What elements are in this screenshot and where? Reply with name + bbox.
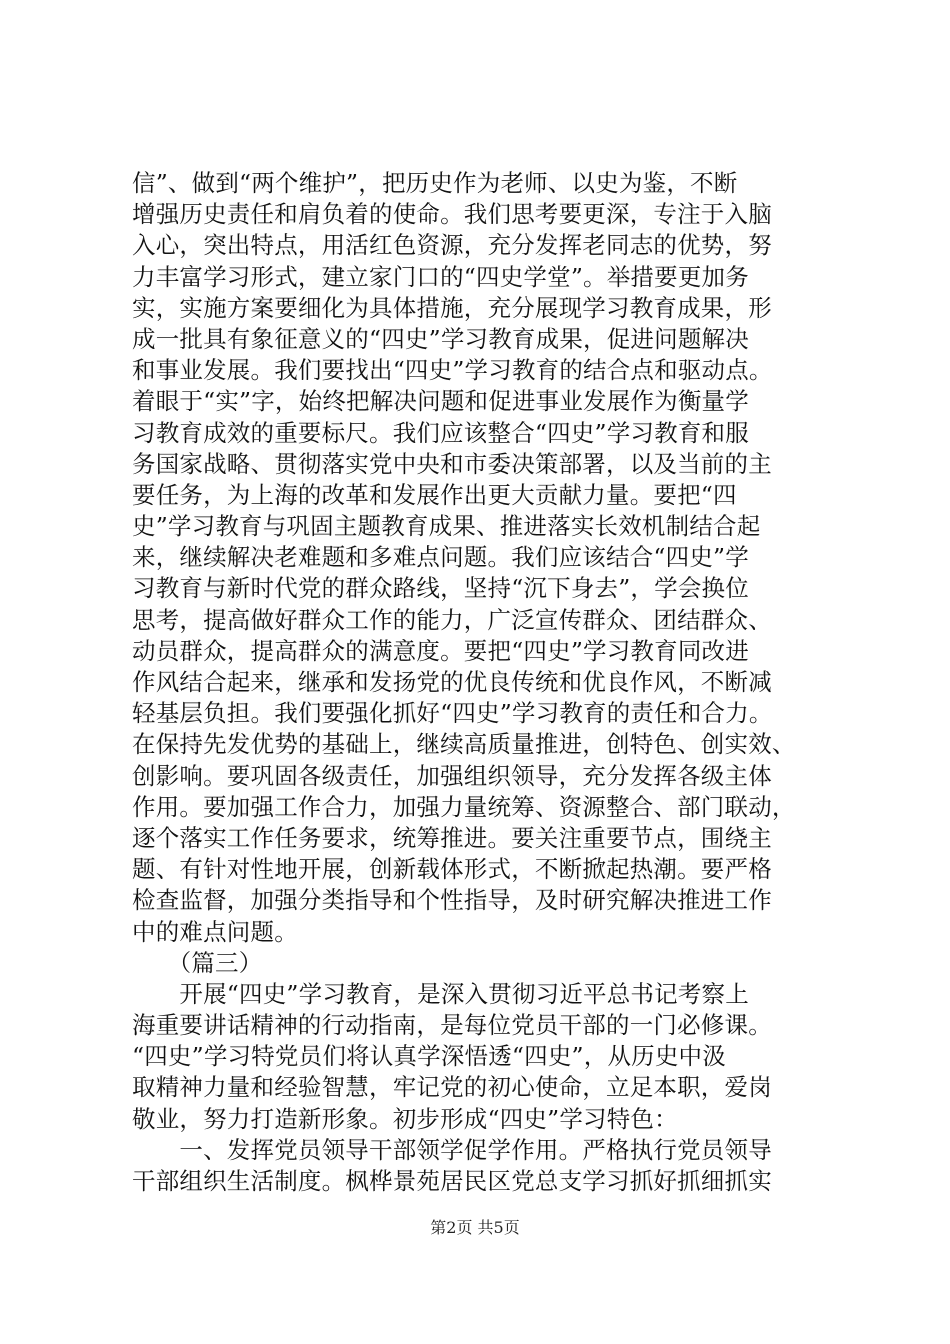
text-line: 干部组织生活制度。枫桦景苑居民区党总支学习抓好抓细抓实 [132,1167,772,1195]
text-line: 思考，提高做好群众工作的能力，广泛宣传群众、团结群众、 [132,605,772,634]
text-line: 一、发挥党员领导干部领学促学作用。严格执行党员领导 [132,1135,772,1164]
text-line: 在保持先发优势的基础上，继续高质量推进，创特色、创实效、 [132,730,796,759]
section-heading: （篇三） [132,948,263,977]
text-line: 检查监督，加强分类指导和个性指导，及时研究解决推进工作 [132,886,772,915]
text-line: 创影响。要巩固各级责任，加强组织领导，充分发挥各级主体 [132,761,772,790]
text-line: 增强历史责任和肩负着的使命。我们思考要更深，专注于入脑 [132,200,772,229]
text-line: 中的难点问题。 [132,917,298,946]
text-line: 务国家战略、贯彻落实党中央和市委决策部署，以及当前的主 [132,449,772,478]
text-line: 信”、做到“两个维护”，把历史作为老师、以史为鉴，不断 [132,169,738,197]
text-line: 作用。要加强工作合力，加强力量统筹、资源整合、部门联动， [132,792,796,821]
body-text [132,168,832,1197]
text-line: 题、有针对性地开展，创新载体形式，不断掀起热潮。要严格 [132,855,772,884]
text-line: 逐个落实工作任务要求，统筹推进。要关注重要节点，围绕主 [132,823,772,852]
text-line: 轻基层负担。我们要强化抓好“四史”学习教育的责任和合力。 [132,699,773,728]
text-line: 海重要讲话精神的行动指南，是每位党员干部的一门必修课。 [132,1011,772,1040]
text-line: 开展“四史”学习教育，是深入贯彻习近平总书记考察上 [132,979,749,1008]
text-line: 力丰富学习形式，建立家门口的“四史学堂”。举措要更加务 [132,262,749,291]
text-line: 作风结合起来，继承和发扬党的优良传统和优良作风，不断减 [132,668,772,696]
text-line: 敬业，努力打造新形象。初步形成“四史”学习特色： [132,1104,678,1133]
text-line: 成一批具有象征意义的“四史”学习教育成果，促进问题解决 [132,324,749,353]
text-line: 着眼于“实”字，始终把解决问题和促进事业发展作为衡量学 [132,387,749,416]
page-number-footer: 第2页 共5页 [430,1218,520,1237]
text-line: 史”学习教育与巩固主题教育成果、推进落实长效机制结合起 [132,512,761,541]
text-line: 要任务，为上海的改革和发展作出更大贡献力量。要把“四 [132,480,737,509]
text-line: 入心，突出特点，用活红色资源，充分发挥老同志的优势，努 [132,231,772,260]
text-line: “四史”学习特党员们将认真学深悟透“四史”，从历史中汲 [132,1042,726,1071]
text-line: 来，继续解决老难题和多难点问题。我们应该结合“四史”学 [132,543,749,572]
text-line: 和事业发展。我们要找出“四史”学习教育的结合点和驱动点。 [132,356,773,385]
text-line: 习教育成效的重要标尺。我们应该整合“四史”学习教育和服 [132,418,749,447]
text-line: 实，实施方案要细化为具体措施，充分展现学习教育成果，形 [132,293,772,322]
text-line: 动员群众，提高群众的满意度。要把“四史”学习教育同改进 [132,636,749,665]
text-line: 取精神力量和经验智慧，牢记党的初心使命，立足本职，爱岗 [132,1073,772,1102]
text-line: 习教育与新时代党的群众路线，坚持“沉下身去”，学会换位 [132,574,749,603]
